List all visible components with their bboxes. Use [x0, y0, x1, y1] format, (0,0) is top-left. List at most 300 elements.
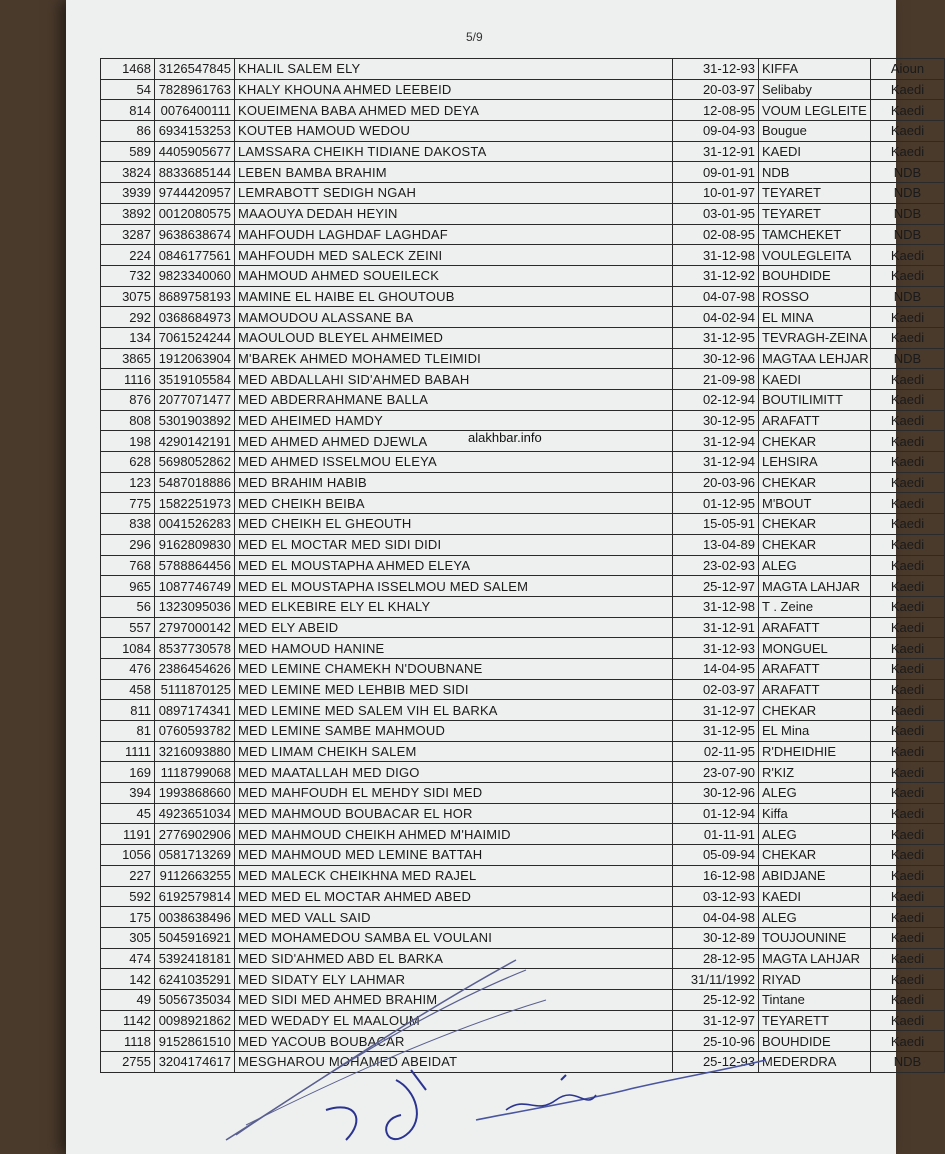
row-birth-date: 31/11/1992 — [673, 969, 759, 990]
table-row — [101, 141, 945, 162]
table-row — [101, 203, 945, 224]
row-birth-place: KAEDI — [759, 886, 871, 907]
row-birth-date: 31-12-91 — [673, 617, 759, 638]
row-name: MED ELKEBIRE ELY EL KHALY — [235, 596, 673, 617]
row-number: 589 — [101, 141, 155, 162]
row-number: 45 — [101, 803, 155, 824]
row-name: MED LEMINE MED LEHBIB MED SIDI — [235, 679, 673, 700]
row-centre: Kaedi — [871, 121, 945, 142]
row-nni: 6934153253 — [155, 121, 235, 142]
table-row — [101, 948, 945, 969]
row-birth-place: TAMCHEKET — [759, 224, 871, 245]
table-row — [101, 596, 945, 617]
row-birth-place: CHEKAR — [759, 472, 871, 493]
row-birth-date: 01-12-94 — [673, 803, 759, 824]
table-row — [101, 845, 945, 866]
row-birth-place: VOUM LEGLEITE — [759, 100, 871, 121]
row-birth-place: TOUJOUNINE — [759, 927, 871, 948]
row-birth-date: 15-05-91 — [673, 514, 759, 535]
row-birth-place: CHEKAR — [759, 431, 871, 452]
row-name: MED SIDI MED AHMED BRAHIM — [235, 989, 673, 1010]
row-centre: NDB — [871, 203, 945, 224]
row-centre: Kaedi — [871, 141, 945, 162]
row-name: MED CHEIKH BEIBA — [235, 493, 673, 514]
row-nni: 2077071477 — [155, 390, 235, 411]
row-centre: Kaedi — [871, 431, 945, 452]
row-number: 557 — [101, 617, 155, 638]
row-name: MAOULOUD BLEYEL AHMEIMED — [235, 327, 673, 348]
row-name: MED SIDATY ELY LAHMAR — [235, 969, 673, 990]
table-row — [101, 348, 945, 369]
row-birth-place: ARAFATT — [759, 410, 871, 431]
row-birth-place: TEYARETT — [759, 1010, 871, 1031]
row-number: 3287 — [101, 224, 155, 245]
row-birth-date: 04-02-94 — [673, 307, 759, 328]
row-birth-date: 04-04-98 — [673, 907, 759, 928]
row-centre: Kaedi — [871, 638, 945, 659]
row-number: 811 — [101, 700, 155, 721]
row-number: 3824 — [101, 162, 155, 183]
row-name: MED LIMAM CHEIKH SALEM — [235, 741, 673, 762]
row-name: MAHMOUD AHMED SOUEILECK — [235, 265, 673, 286]
row-birth-date: 02-03-97 — [673, 679, 759, 700]
table-row — [101, 617, 945, 638]
row-number: 814 — [101, 100, 155, 121]
row-centre: Kaedi — [871, 969, 945, 990]
row-name: KHALY KHOUNA AHMED LEEBEID — [235, 79, 673, 100]
row-name: MED ABDALLAHI SID'AHMED BABAH — [235, 369, 673, 390]
watermark: alakhbar.info — [468, 430, 542, 445]
table-row — [101, 886, 945, 907]
row-centre: Kaedi — [871, 783, 945, 804]
row-birth-place: M'BOUT — [759, 493, 871, 514]
table-row — [101, 245, 945, 266]
row-birth-place: ALEG — [759, 907, 871, 928]
row-birth-place: T . Zeine — [759, 596, 871, 617]
row-nni: 2797000142 — [155, 617, 235, 638]
row-nni: 1912063904 — [155, 348, 235, 369]
row-birth-date: 31-12-97 — [673, 1010, 759, 1031]
row-birth-place: LEHSIRA — [759, 452, 871, 473]
row-number: 2755 — [101, 1052, 155, 1073]
row-nni: 9638638674 — [155, 224, 235, 245]
row-centre: NDB — [871, 1052, 945, 1073]
row-name: MED YACOUB BOUBACAR — [235, 1031, 673, 1052]
row-nni: 9744420957 — [155, 183, 235, 204]
row-name: MAHFOUDH MED SALECK ZEINI — [235, 245, 673, 266]
row-centre: Kaedi — [871, 410, 945, 431]
table-row — [101, 865, 945, 886]
row-nni: 8689758193 — [155, 286, 235, 307]
row-nni: 9152861510 — [155, 1031, 235, 1052]
row-number: 175 — [101, 907, 155, 928]
table-row — [101, 534, 945, 555]
row-birth-place: KAEDI — [759, 369, 871, 390]
row-centre: Kaedi — [871, 845, 945, 866]
row-centre: Kaedi — [871, 493, 945, 514]
row-nni: 0076400111 — [155, 100, 235, 121]
row-number: 3865 — [101, 348, 155, 369]
records-body — [101, 59, 945, 1073]
row-number: 81 — [101, 721, 155, 742]
table-row — [101, 183, 945, 204]
table-row — [101, 555, 945, 576]
row-birth-date: 25-12-93 — [673, 1052, 759, 1073]
table-row — [101, 79, 945, 100]
row-nni: 0038638496 — [155, 907, 235, 928]
row-number: 227 — [101, 865, 155, 886]
row-birth-date: 30-12-95 — [673, 410, 759, 431]
row-name: MED BRAHIM HABIB — [235, 472, 673, 493]
records-table — [100, 58, 945, 1073]
row-name: MED MAHMOUD MED LEMINE BATTAH — [235, 845, 673, 866]
table-row — [101, 327, 945, 348]
row-number: 224 — [101, 245, 155, 266]
row-name: MED MAHMOUD BOUBACAR EL HOR — [235, 803, 673, 824]
row-nni: 3126547845 — [155, 59, 235, 80]
table-row — [101, 700, 945, 721]
row-birth-date: 14-04-95 — [673, 658, 759, 679]
row-birth-date: 16-12-98 — [673, 865, 759, 886]
row-number: 3075 — [101, 286, 155, 307]
row-centre: Kaedi — [871, 1031, 945, 1052]
row-birth-date: 23-07-90 — [673, 762, 759, 783]
row-name: KHALIL SALEM ELY — [235, 59, 673, 80]
row-birth-place: TEVRAGH-ZEINA — [759, 327, 871, 348]
row-number: 1056 — [101, 845, 155, 866]
row-birth-place: ARAFATT — [759, 658, 871, 679]
table-row — [101, 369, 945, 390]
row-centre: Kaedi — [871, 79, 945, 100]
row-nni: 8537730578 — [155, 638, 235, 659]
table-row — [101, 1052, 945, 1073]
row-centre: Kaedi — [871, 700, 945, 721]
row-centre: NDB — [871, 162, 945, 183]
row-nni: 4923651034 — [155, 803, 235, 824]
row-centre: NDB — [871, 286, 945, 307]
row-centre: Kaedi — [871, 658, 945, 679]
row-nni: 7828961763 — [155, 79, 235, 100]
row-birth-date: 31-12-91 — [673, 141, 759, 162]
row-centre: Kaedi — [871, 617, 945, 638]
row-centre: NDB — [871, 224, 945, 245]
row-birth-date: 31-12-93 — [673, 638, 759, 659]
table-row — [101, 162, 945, 183]
table-row — [101, 265, 945, 286]
row-name: MED MAHFOUDH EL MEHDY SIDI MED — [235, 783, 673, 804]
table-row — [101, 307, 945, 328]
row-name: MED AHEIMED HAMDY — [235, 410, 673, 431]
row-nni: 0846177561 — [155, 245, 235, 266]
row-centre: Kaedi — [871, 679, 945, 700]
row-birth-place: CHEKAR — [759, 700, 871, 721]
row-nni: 5301903892 — [155, 410, 235, 431]
row-birth-place: BOUTILIMITT — [759, 390, 871, 411]
row-birth-place: TEYARET — [759, 183, 871, 204]
row-centre: Kaedi — [871, 948, 945, 969]
row-number: 775 — [101, 493, 155, 514]
row-birth-date: 20-03-96 — [673, 472, 759, 493]
row-centre: Kaedi — [871, 989, 945, 1010]
row-centre: Kaedi — [871, 596, 945, 617]
row-nni: 6192579814 — [155, 886, 235, 907]
row-number: 476 — [101, 658, 155, 679]
row-birth-date: 30-12-89 — [673, 927, 759, 948]
row-birth-date: 30-12-96 — [673, 783, 759, 804]
row-nni: 9823340060 — [155, 265, 235, 286]
row-name: MED MALECK CHEIKHNA MED RAJEL — [235, 865, 673, 886]
row-nni: 5487018886 — [155, 472, 235, 493]
row-nni: 0760593782 — [155, 721, 235, 742]
row-name: LEBEN BAMBA BRAHIM — [235, 162, 673, 183]
table-row — [101, 989, 945, 1010]
row-birth-place: Tintane — [759, 989, 871, 1010]
row-birth-place: ALEG — [759, 555, 871, 576]
table-row — [101, 824, 945, 845]
row-nni: 2776902906 — [155, 824, 235, 845]
row-number: 54 — [101, 79, 155, 100]
row-birth-date: 09-01-91 — [673, 162, 759, 183]
row-nni: 7061524244 — [155, 327, 235, 348]
row-centre: Kaedi — [871, 100, 945, 121]
row-centre: NDB — [871, 183, 945, 204]
row-birth-date: 31-12-92 — [673, 265, 759, 286]
row-nni: 0012080575 — [155, 203, 235, 224]
table-row — [101, 452, 945, 473]
row-centre: Kaedi — [871, 1010, 945, 1031]
row-number: 305 — [101, 927, 155, 948]
table-row — [101, 969, 945, 990]
row-birth-date: 21-09-98 — [673, 369, 759, 390]
row-number: 965 — [101, 576, 155, 597]
row-birth-date: 01-12-95 — [673, 493, 759, 514]
row-birth-place: BOUHDIDE — [759, 1031, 871, 1052]
row-birth-date: 01-11-91 — [673, 824, 759, 845]
row-centre: Kaedi — [871, 327, 945, 348]
row-birth-place: VOULEGLEITA — [759, 245, 871, 266]
row-nni: 5698052862 — [155, 452, 235, 473]
row-birth-date: 30-12-96 — [673, 348, 759, 369]
row-birth-date: 02-12-94 — [673, 390, 759, 411]
table-row — [101, 390, 945, 411]
row-birth-place: KIFFA — [759, 59, 871, 80]
row-nni: 5111870125 — [155, 679, 235, 700]
row-centre: Kaedi — [871, 534, 945, 555]
row-nni: 5056735034 — [155, 989, 235, 1010]
row-number: 732 — [101, 265, 155, 286]
row-centre: Kaedi — [871, 390, 945, 411]
row-nni: 0041526283 — [155, 514, 235, 535]
row-nni: 1993868660 — [155, 783, 235, 804]
row-name: MED AHMED ISSELMOU ELEYA — [235, 452, 673, 473]
row-birth-place: CHEKAR — [759, 534, 871, 555]
row-centre: Kaedi — [871, 721, 945, 742]
row-birth-place: EL MINA — [759, 307, 871, 328]
row-birth-date: 09-04-93 — [673, 121, 759, 142]
row-name: MED CHEIKH EL GHEOUTH — [235, 514, 673, 535]
row-birth-place: ALEG — [759, 783, 871, 804]
row-number: 1084 — [101, 638, 155, 659]
row-name: KOUTEB HAMOUD WEDOU — [235, 121, 673, 142]
row-name: KOUEIMENA BABA AHMED MED DEYA — [235, 100, 673, 121]
row-birth-place: Bougue — [759, 121, 871, 142]
row-centre: Kaedi — [871, 514, 945, 535]
row-number: 49 — [101, 989, 155, 1010]
row-birth-place: ALEG — [759, 824, 871, 845]
row-name: MED EL MOCTAR MED SIDI DIDI — [235, 534, 673, 555]
row-nni: 5788864456 — [155, 555, 235, 576]
row-centre: Aioun — [871, 59, 945, 80]
row-nni: 2386454626 — [155, 658, 235, 679]
row-name: MED SID'AHMED ABD EL BARKA — [235, 948, 673, 969]
row-centre: Kaedi — [871, 824, 945, 845]
table-row — [101, 576, 945, 597]
row-birth-place: CHEKAR — [759, 845, 871, 866]
table-row — [101, 658, 945, 679]
row-centre: Kaedi — [871, 803, 945, 824]
row-nni: 9162809830 — [155, 534, 235, 555]
table-row — [101, 741, 945, 762]
row-nni: 0581713269 — [155, 845, 235, 866]
row-birth-date: 03-01-95 — [673, 203, 759, 224]
row-birth-date: 02-08-95 — [673, 224, 759, 245]
row-birth-date: 31-12-95 — [673, 721, 759, 742]
row-centre: Kaedi — [871, 741, 945, 762]
row-number: 292 — [101, 307, 155, 328]
row-birth-date: 10-01-97 — [673, 183, 759, 204]
row-centre: Kaedi — [871, 472, 945, 493]
row-birth-date: 04-07-98 — [673, 286, 759, 307]
table-row — [101, 762, 945, 783]
row-birth-place: BOUHDIDE — [759, 265, 871, 286]
row-centre: Kaedi — [871, 927, 945, 948]
row-name: MED WEDADY EL MAALOUM — [235, 1010, 673, 1031]
row-birth-place: CHEKAR — [759, 514, 871, 535]
row-birth-place: EL Mina — [759, 721, 871, 742]
row-name: LAMSSARA CHEIKH TIDIANE DAKOSTA — [235, 141, 673, 162]
row-birth-date: 25-10-96 — [673, 1031, 759, 1052]
row-birth-place: NDB — [759, 162, 871, 183]
row-birth-date: 28-12-95 — [673, 948, 759, 969]
row-name: MED AHMED AHMED DJEWLA — [235, 431, 673, 452]
row-birth-place: MAGTA LAHJAR — [759, 948, 871, 969]
row-number: 56 — [101, 596, 155, 617]
row-nni: 9112663255 — [155, 865, 235, 886]
table-row — [101, 286, 945, 307]
table-row — [101, 59, 945, 80]
row-number: 1142 — [101, 1010, 155, 1031]
row-number: 808 — [101, 410, 155, 431]
row-centre: Kaedi — [871, 245, 945, 266]
row-name: MED MAHMOUD CHEIKH AHMED M'HAIMID — [235, 824, 673, 845]
row-number: 1468 — [101, 59, 155, 80]
row-nni: 1582251973 — [155, 493, 235, 514]
row-birth-date: 12-08-95 — [673, 100, 759, 121]
table-row — [101, 927, 945, 948]
row-name: MAMOUDOU ALASSANE BA — [235, 307, 673, 328]
row-birth-place: Selibaby — [759, 79, 871, 100]
row-birth-place: R'KIZ — [759, 762, 871, 783]
row-number: 198 — [101, 431, 155, 452]
row-name: MED EL MOUSTAPHA AHMED ELEYA — [235, 555, 673, 576]
table-row — [101, 783, 945, 804]
row-birth-date: 25-12-97 — [673, 576, 759, 597]
row-number: 1191 — [101, 824, 155, 845]
row-centre: Kaedi — [871, 555, 945, 576]
row-number: 876 — [101, 390, 155, 411]
row-nni: 1323095036 — [155, 596, 235, 617]
row-birth-date: 20-03-97 — [673, 79, 759, 100]
row-centre: Kaedi — [871, 576, 945, 597]
row-birth-date: 31-12-98 — [673, 245, 759, 266]
row-name: MAAOUYA DEDAH HEYIN — [235, 203, 673, 224]
row-birth-date: 03-12-93 — [673, 886, 759, 907]
row-birth-date: 31-12-93 — [673, 59, 759, 80]
table-row — [101, 803, 945, 824]
row-name: MED MOHAMEDOU SAMBA EL VOULANI — [235, 927, 673, 948]
row-number: 628 — [101, 452, 155, 473]
row-birth-place: MONGUEL — [759, 638, 871, 659]
row-centre: Kaedi — [871, 865, 945, 886]
row-number: 3939 — [101, 183, 155, 204]
row-name: MED ELY ABEID — [235, 617, 673, 638]
row-number: 169 — [101, 762, 155, 783]
row-birth-place: Kiffa — [759, 803, 871, 824]
row-birth-date: 02-11-95 — [673, 741, 759, 762]
row-number: 458 — [101, 679, 155, 700]
table-row — [101, 410, 945, 431]
row-name: MAMINE EL HAIBE EL GHOUTOUB — [235, 286, 673, 307]
row-birth-place: TEYARET — [759, 203, 871, 224]
row-centre: Kaedi — [871, 907, 945, 928]
row-nni: 0368684973 — [155, 307, 235, 328]
row-nni: 4290142191 — [155, 431, 235, 452]
row-nni: 3216093880 — [155, 741, 235, 762]
row-nni: 6241035291 — [155, 969, 235, 990]
row-birth-place: RIYAD — [759, 969, 871, 990]
row-nni: 0098921862 — [155, 1010, 235, 1031]
table-row — [101, 472, 945, 493]
row-number: 394 — [101, 783, 155, 804]
table-row — [101, 721, 945, 742]
table-row — [101, 514, 945, 535]
row-name: MED EL MOUSTAPHA ISSELMOU MED SALEM — [235, 576, 673, 597]
row-number: 838 — [101, 514, 155, 535]
row-name: MED HAMOUD HANINE — [235, 638, 673, 659]
row-number: 86 — [101, 121, 155, 142]
row-name: MED LEMINE MED SALEM VIH EL BARKA — [235, 700, 673, 721]
table-row — [101, 100, 945, 121]
row-centre: Kaedi — [871, 369, 945, 390]
table-row — [101, 1010, 945, 1031]
row-birth-place: ROSSO — [759, 286, 871, 307]
row-number: 474 — [101, 948, 155, 969]
row-name: MESGHAROU MOHAMED ABEIDAT — [235, 1052, 673, 1073]
table-row — [101, 1031, 945, 1052]
row-number: 592 — [101, 886, 155, 907]
row-birth-date: 31-12-94 — [673, 431, 759, 452]
row-birth-date: 23-02-93 — [673, 555, 759, 576]
row-centre: Kaedi — [871, 886, 945, 907]
row-name: MED MED EL MOCTAR AHMED ABED — [235, 886, 673, 907]
page-number: 5/9 — [466, 30, 483, 44]
row-nni: 5392418181 — [155, 948, 235, 969]
row-birth-date: 31-12-95 — [673, 327, 759, 348]
row-centre: Kaedi — [871, 265, 945, 286]
row-number: 142 — [101, 969, 155, 990]
row-birth-place: ARAFATT — [759, 617, 871, 638]
table-row — [101, 907, 945, 928]
